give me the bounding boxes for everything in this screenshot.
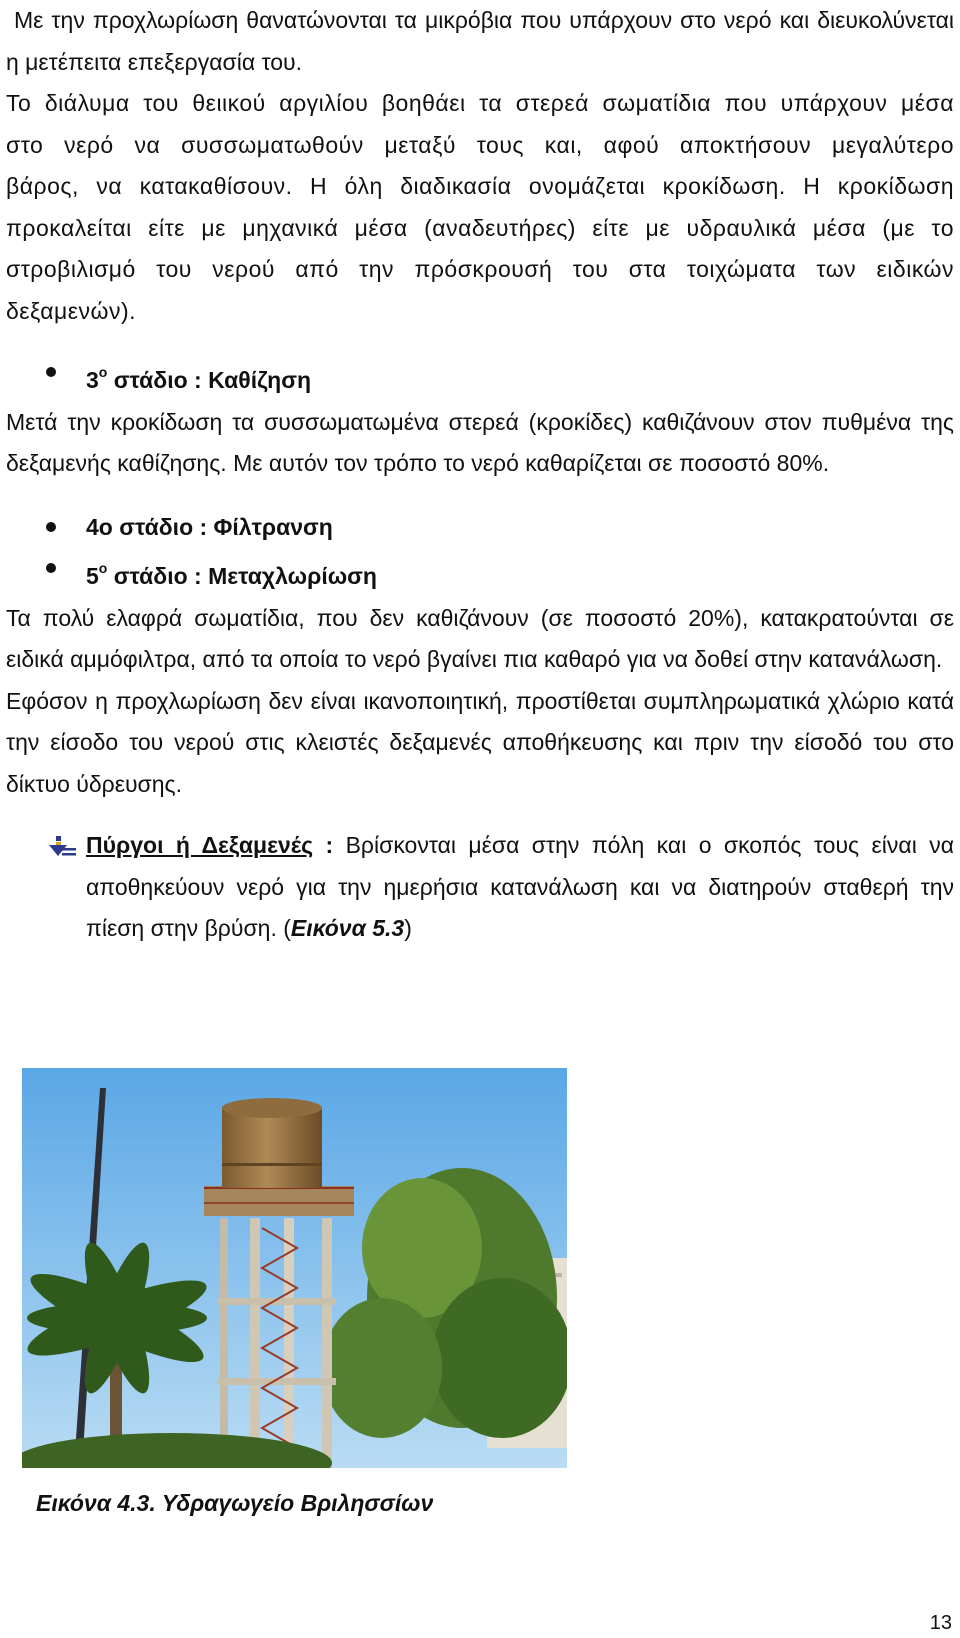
towers-colon: :	[313, 832, 346, 858]
towers-close: )	[404, 915, 412, 941]
stage-5-heading	[6, 548, 954, 598]
stage-3-heading	[6, 352, 954, 402]
arrow-bullet-icon	[46, 836, 76, 858]
stage-5-label: στάδιο : Μεταχλωρίωση	[107, 563, 377, 589]
paragraph-filtration: Τα πολύ ελαφρά σωματίδια, που δεν καθιζάνουν (σε ποσοστό 20%), κατακρατούνται σε ειδικά αμμόφιλτρα, από τα οποία το νερό βγαίνει πια καθαρό για να δοθεί στην κατανάλωση.	[6, 604, 954, 672]
towers-item	[6, 825, 954, 950]
stage-3-label: στάδιο : Καθίζηση	[107, 367, 311, 393]
towers-term: Πύργοι ή Δεξαμενές	[86, 832, 314, 858]
page-number: 13	[929, 1612, 952, 1634]
water-tower-image	[22, 1068, 567, 1468]
towers-text: Βρίσκονται μέσα στην πόλη και ο σκοπός τους είναι να αποθηκεύουν νερό για την ημερήσια κατανάλωση και να διατηρούν σταθερή την πίεση στην βρύση. (	[86, 832, 954, 941]
paragraph-prechlorination: Με την προχλωρίωση θανατώνονται τα μικρόβια που υπάρχουν στο νερό και διευκολύνεται η μετέπειτα επεξεργασία του.	[6, 7, 954, 75]
stage-5-number: 5	[86, 563, 99, 589]
figure-caption: Εικόνα 4.3. Υδραγωγείο Βριλησσίων	[36, 1490, 434, 1516]
bullet-icon	[46, 367, 56, 377]
paragraph-flocculation-b: Η κροκίδωση προκαλείται είτε με μηχανικά μέσα (αναδευτήρες) είτε με υδραυλικά μέσα (με το στροβιλισμό του νερού από την πρόσκρουσή του στα τοιχώματα των ειδικών δεξαμενών).	[6, 173, 954, 324]
document-page	[6, 0, 954, 950]
bullet-icon	[46, 522, 56, 532]
paragraph-sedimentation: Μετά την κροκίδωση τα συσσωματωμένα στερεά (κροκίδες) καθιζάνουν στον πυθμένα της δεξαμενής καθίζησης. Με αυτόν τον τρόπο το νερό καθαρίζεται σε ποσοστό 80%.	[6, 408, 954, 476]
stage-4-label: 4ο στάδιο : Φίλτρανση	[86, 513, 333, 540]
paragraph-flocculation-a: Το διάλυμα του θειικού αργιλίου βοηθάει τα στερεά σωματίδια που υπάρχουν μέσα στο νερό να συσσωματωθούν μεταξύ τους και, αφού αποκτήσουν μεγαλύτερο βάρος, να κατακαθίσουν. Η όλη διαδικασία ονομάζεται κροκίδωση.	[6, 90, 954, 199]
stage-5-superscript: ο	[98, 560, 108, 576]
bullet-icon	[46, 563, 56, 573]
paragraph-postchlorination: Εφόσον η προχλωρίωση δεν είναι ικανοποιητική, προστίθεται συμπληρωματικά χλώριο κατά την είσοδο του νερού στις κλειστές δεξαμενές αποθήκευσης και πριν την είσοδό του στο δίκτυο ύδρευσης.	[6, 687, 954, 797]
stage-3-number: 3	[86, 367, 99, 393]
stage-4-heading	[6, 507, 954, 549]
stage-3-superscript: ο	[98, 364, 108, 380]
paragraph-flocculation	[6, 83, 954, 332]
water-tower-photo	[22, 1068, 567, 1468]
figure-reference: Εικόνα 5.3	[290, 915, 405, 941]
